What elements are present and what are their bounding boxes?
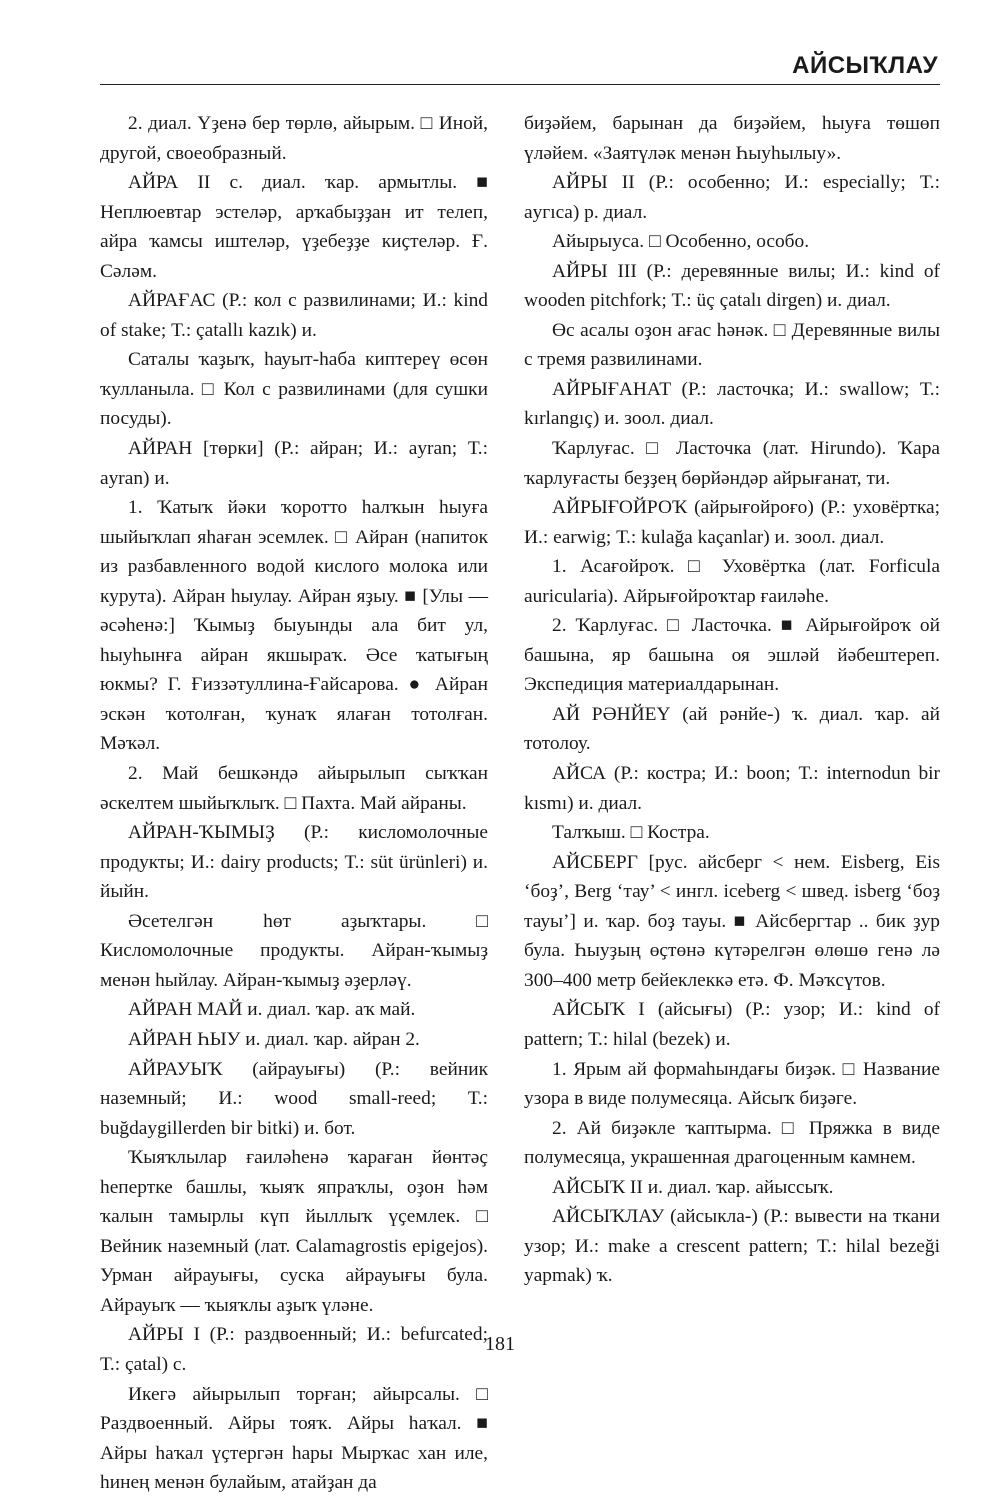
entry-paragraph: Талҡыш. □ Костра. — [552, 822, 710, 844]
entry-paragraph: 2. Ай биҙәкле ҡаптырма. □ Пряжка в виде полумесяца, украшенная драгоценным камнем. — [524, 1117, 940, 1169]
entry-paragraph: АЙРЫҒАНАТ (Р.: ласточка; И.: swallow; Т.: kırlangıç) и. зоол. диал. — [524, 378, 940, 430]
entry-paragraph: 2. Ҡарлуғас. □ Ласточка. ■ Айрығойроҡ ой башына, яр башына оя эшләй йәбештереп. Экспедиция материалдарынан. — [524, 615, 940, 696]
entry-paragraph: Ҡарлуғас. □ Ласточка (лат. Hirundo). Ҡара ҡарлуғасты беҙҙең бөрйәндәр айрығанат, ти. — [524, 438, 940, 489]
entry-paragraph: АЙСЫҠ I (айсығы) (Р.: узор; И.: kind of pattern; Т.: hilal (bezek) и. — [524, 999, 940, 1050]
entry-paragraph: АЙРАН-ҠЫМЫҘ (Р.: кисломолочные продукты; И.: dairy products; Т.: süt ürünleri) и. йыйн. — [100, 822, 488, 903]
entry-paragraph: Ҡыяҡлылар ғаиләһенә ҡараған йөнтәҫ һепертке башлы, ҡыяҡ япраҡлы, оҙон һәм ҡалын тамырлы күп йыллыҡ үҫемлек. □ Вейник наземный (лат. Calamagrostis epigejos). Урман айрауығы, суска айрауығы була. Айрауыҡ — ҡыяҡлы аҙыҡ үләне. — [100, 1147, 488, 1316]
entry-paragraph: АЙСЫҠ II и. диал. ҡар. айыссыҡ. — [552, 1176, 834, 1198]
entry-paragraph: АЙРЫ II (Р.: особенно; И.: especially; Т.: aугıca) р. диал. — [524, 172, 940, 223]
entry-paragraph: АЙСА (Р.: костра; И.: boon; Т.: internodun bir kısmı) и. диал. — [524, 763, 940, 814]
entry-paragraph: АЙСБЕРГ [рус. айсберг < нем. Eisberg, Eis ‘боҙ’, Berg ‘тау’ < ингл. iceberg < швед. isberg ‘боҙ тауы’] и. ҡар. боҙ тауы. ■ Айсбергтар .. бик ҙур була. Һыуҙың өҫтөнә күтәрелгән өлөшө генә лә 300–400 метр бейеклеккә етә. Ф. Мәҡсүтов. — [524, 851, 940, 991]
entry-paragraph: АЙРЫ I (Р.: раздвоенный; И.: befurcated; Т.: çatal) с. — [100, 1324, 488, 1375]
left-column — [100, 109, 488, 1498]
running-head: АЙСЫҠЛАУ — [792, 52, 938, 79]
entry-paragraph: АЙРА II с. диал. ҡар. армытлы. ■ Неплюевтар эстеләр, арҡабыҙҙан ит телеп, айра ҡамсы иштеләр, үҙебеҙҙе киҫтеләр. Ғ. Сәләм. — [100, 172, 488, 282]
entry-paragraph: 1. Ҡатыҡ йәки ҡоротто һалҡын һыуға шыйыҡлап яһаған эсемлек. □ Айран (напиток из разбавленного водой кислого молока или курута). Айран һыулау. Айран яҙыу. ■ [Улы — әсәһенә:] Ҡымыҙ быуынды ала бит ул, һыуһынға айран якшыраҡ. Әсе ҡатығың юкмы? Г. Ғиззәтуллина-Ғайсарова. ● Айран эскән ҡотолған, ҡунаҡ ялаған тотолған. Мәҡәл. — [100, 497, 488, 755]
entry-paragraph: 2. диал. Үҙенә бер төрлө, айырым. □ Иной, другой, своеобразный. — [100, 113, 488, 164]
entry-paragraph: Өс асалы оҙон ағас һәнәк. □ Деревянные вилы с тремя развилинами. — [524, 319, 940, 371]
entry-paragraph: АЙРАН МАЙ и. диал. ҡар. аҡ май. — [128, 999, 416, 1021]
entry-paragraph: АЙРЫ III (Р.: деревянные вилы; И.: kind of wooden pitchfork; Т.: üç çatalı dirgen) и. диал. — [524, 260, 940, 312]
right-column — [524, 109, 940, 1291]
entry-paragraph: биҙәйем, барынан да биҙәйем, һыуға төшөп үләйем. «Заятүләк менән Һыуһылыу». — [524, 113, 940, 164]
entry-paragraph: Саталы ҡаҙыҡ, һауыт-һаба киптереү өсөн ҡулланыла. □ Кол с развилинами (для сушки посуды). — [100, 349, 488, 430]
entry-paragraph: АЙРАН ҺЫУ и. диал. ҡар. айран 2. — [128, 1028, 420, 1050]
entry-paragraph: АЙ РӘНЙЕҮ (ай рәнйе-) ҡ. диал. ҡар. ай тотолоу. — [524, 703, 940, 755]
page-number: 181 — [485, 1333, 515, 1355]
entry-paragraph: Әсетелгән һөт аҙыҡтары. □ Кисломолочные продукты. Айран-ҡымыҙ менән һыйлау. Айран-ҡымыҙ әҙерләү. — [100, 910, 488, 991]
entry-paragraph: АЙСЫҠЛАУ (айсыкла-) (Р.: вывести на ткани узор; И.: make a crescent pattern; Т.: hilal bezeği yapmak) ҡ. — [524, 1206, 940, 1287]
entry-paragraph: Икегә айырылып торған; айырсалы. □ Раздвоенный. Айры тояҡ. Айры һаҡал. ■ Айры һаҡал үҫтергән һары Мырҡас хан иле, һинең менән булайым, атайҙан да — [100, 1383, 488, 1494]
entry-paragraph: 1. Ярым ай формаһындағы биҙәк. □ Название узора в виде полумесяца. Айсыҡ биҙәге. — [524, 1058, 940, 1110]
entry-paragraph: 2. Май бешкәндә айырылып сыҡҡан әскелтем шыйыҡлыҡ. □ Пахта. Май айраны. — [100, 763, 488, 814]
entry-paragraph: 1. Асағойроҡ. □ Уховёртка (лат. Forficula auricularia). Айрығойроҡтар ғаиләһе. — [524, 556, 940, 607]
entry-paragraph: Айырыуса. □ Особенно, особо. — [552, 231, 810, 253]
entry-paragraph: АЙРЫҒОЙРОҠ (айрығойроғо) (Р.: уховёртка; И.: earwig; Т.: kulağa kaçanlar) и. зоол. диал. — [524, 497, 940, 548]
entry-paragraph: АЙРАУЫҠ (айрауығы) (Р.: вейник наземный; И.: wood small-reed; Т.: buğdaygillerden bir bitki) и. бот. — [100, 1058, 488, 1139]
entry-paragraph: АЙРАҒАС (Р.: кол с развилинами; И.: kind of stake; Т.: çatallı kazık) и. — [100, 290, 488, 341]
header-rule — [100, 84, 940, 85]
entry-paragraph: АЙРАН [төрки] (Р.: айран; И.: ayran; Т.: ayran) и. — [100, 438, 488, 489]
